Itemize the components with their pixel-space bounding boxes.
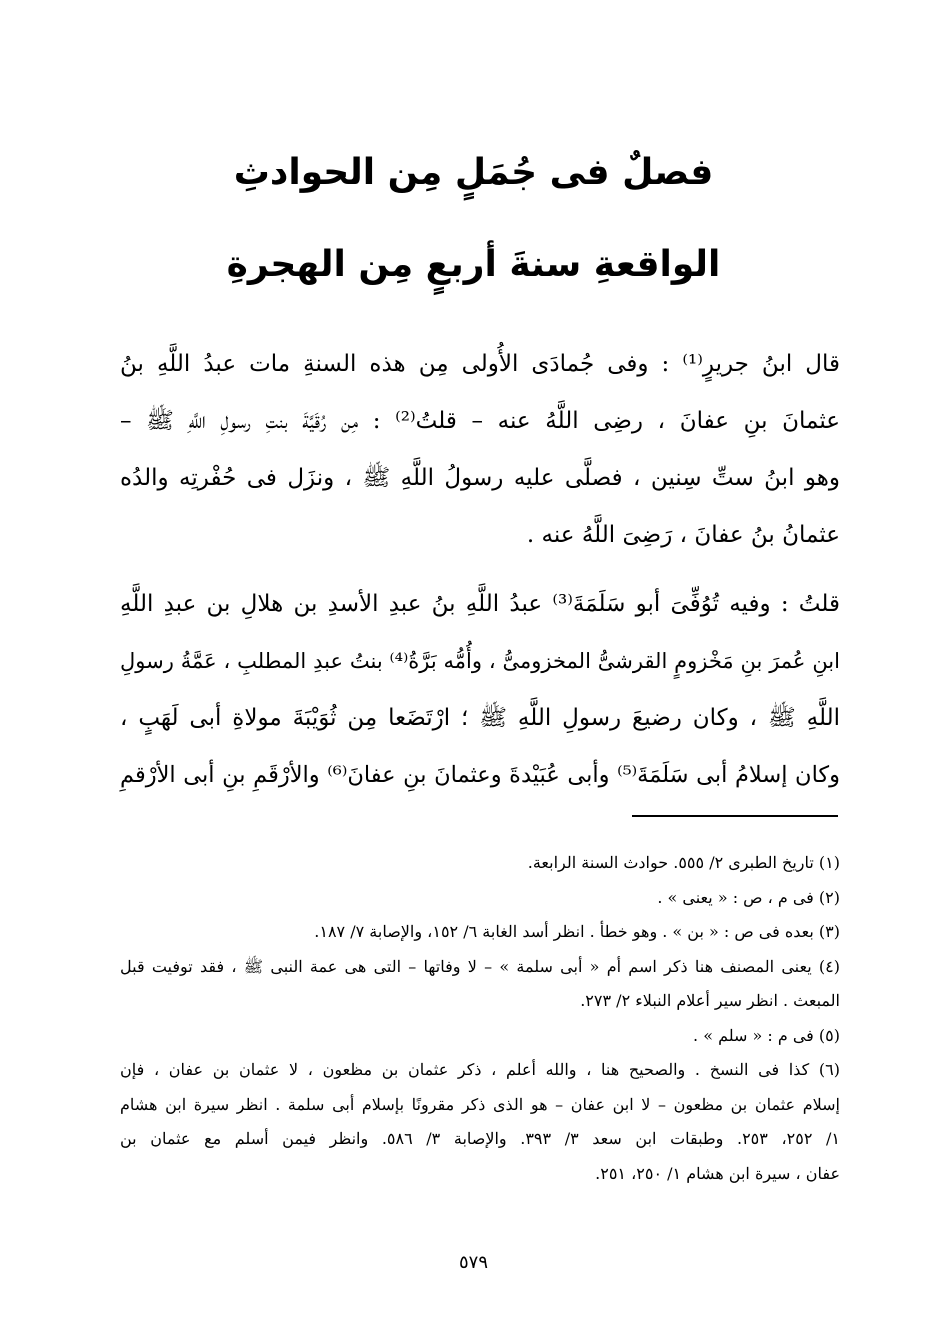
- text-line: ابنِ عُمرَ بنِ مَخْزومٍ القرشىُّ المخزومىُّ ، وأُمُّه بَرَّةُ⁽⁴⁾ بنتُ عبدِ المطلبِ ، عَمَّةُ رسولِ: [120, 649, 840, 673]
- footnote-1: [120, 846, 840, 881]
- footnote-line: (٦) كذا فى النسخ . والصحيح هنا ، والله أعلم ، ذكر عثمان بن مظعون ، لا عثمان بن عفان ، فإن: [120, 1060, 840, 1079]
- text-line: قلتُ : وفيه تُوُفِّىَ أبو سَلَمَةَ⁽³⁾ عبدُ اللَّهِ بنُ عبدِ الأسدِ بن هلالِ بن عبدِ اللَّهِ: [120, 591, 840, 617]
- footnote-line: (٤) يعنى المصنف هنا ذكر اسم أم « أبى سلمة » – لا وفاتها – التى هى عمة النبى ﷺ ، فقد توفيت قبل: [120, 956, 840, 976]
- text-line: عثمانُ بنُ عفانَ ، رَضِىَ اللَّهُ عنه .: [526, 522, 840, 548]
- footnote-divider: [632, 815, 838, 817]
- chapter-heading-line-2: الواقعةِ سنةَ أربعٍ مِن الهجرةِ: [226, 244, 721, 285]
- text-line: قال ابنُ جريرٍ⁽¹⁾ : وفى جُمادَى الأُولى مِن هذه السنةِ مات عبدُ اللَّهِ بنُ: [120, 351, 840, 377]
- text-line: وهو ابنُ ستِّ سِنين ، فصلَّى عليه رسولُ اللَّهِ ﷺ ، ونزَل فى حُفْرتِه والدُه: [120, 465, 840, 491]
- footnote-4: [120, 950, 840, 1019]
- main-text: [120, 336, 840, 804]
- footnote-line: (١) تاريخ الطبرى ٢/ ٥٥٥. حوادث السنة الرابعة.: [527, 853, 840, 872]
- page-number: ٥٧٩: [458, 1252, 488, 1273]
- footnote-line: المبعث . انظر سير أعلام النبلاء ٢/ ٢٧٣.: [580, 991, 840, 1010]
- text-line: وكان إسلامُ أبى سَلَمَةَ⁽⁵⁾ وأبى عُبَيْدةَ وعثمانَ بنِ عفانَ⁽⁶⁾ والأرْقَمِ بنِ أبى الأرْقمِ: [120, 762, 840, 788]
- footnote-6: [120, 1053, 840, 1191]
- footnote-line: إسلام عثمان بن مظعون – لا ابن عفان – هو الذى ذكر مقرونًا بإسلام أبى سلمة . انظر سيرة ابن هشام: [120, 1094, 840, 1114]
- text-line: اللَّهِ ﷺ ، وكان رضيعَ رسولِ اللَّهِ ﷺ ؛ ارْتَضَعا مِن ثُوَيْبَةَ مولاةِ أبى لَهَبٍ ،: [120, 705, 840, 731]
- paragraph-1: [120, 336, 840, 564]
- footnotes: [120, 846, 840, 1191]
- footnote-5: [120, 1019, 840, 1054]
- text-line: عثمانَ بنِ عفانَ ، رضِى اللَّهُ عنه – قلتُ⁽²⁾ : مِن رُقَيَّةَ بنتِ رسولِ اللَّهِ ﷺ –: [120, 408, 840, 434]
- chapter-heading-line-1: فصلٌ فى جُمَلٍ مِن الحوادثِ: [233, 152, 714, 193]
- footnote-3: [120, 915, 840, 950]
- footnote-line: عفان ، سيرة ابن هشام ١/ ٢٥٠، ٢٥١.: [595, 1163, 840, 1183]
- footnote-line: ١/ ٢٥٢، ٢٥٣. وطبقات ابن سعد ٣/ ٣٩٣. والإصابة ٣/ ٥٨٦. وانظر فيمن أسلم مع عثمان بن: [120, 1129, 840, 1148]
- paragraph-2: [120, 576, 840, 804]
- footnote-2: [120, 881, 840, 916]
- footnote-line: (٣) بعده فى ص : « بن » . وهو خطأ . انظر أسد الغابة ٦/ ١٥٢، والإصابة ٧/ ١٨٧.: [314, 922, 840, 941]
- footnote-line: (٢) فى م ، ص : « يعنى » .: [657, 887, 840, 907]
- footnote-line: (٥) فى م : « سلم » .: [693, 1025, 840, 1045]
